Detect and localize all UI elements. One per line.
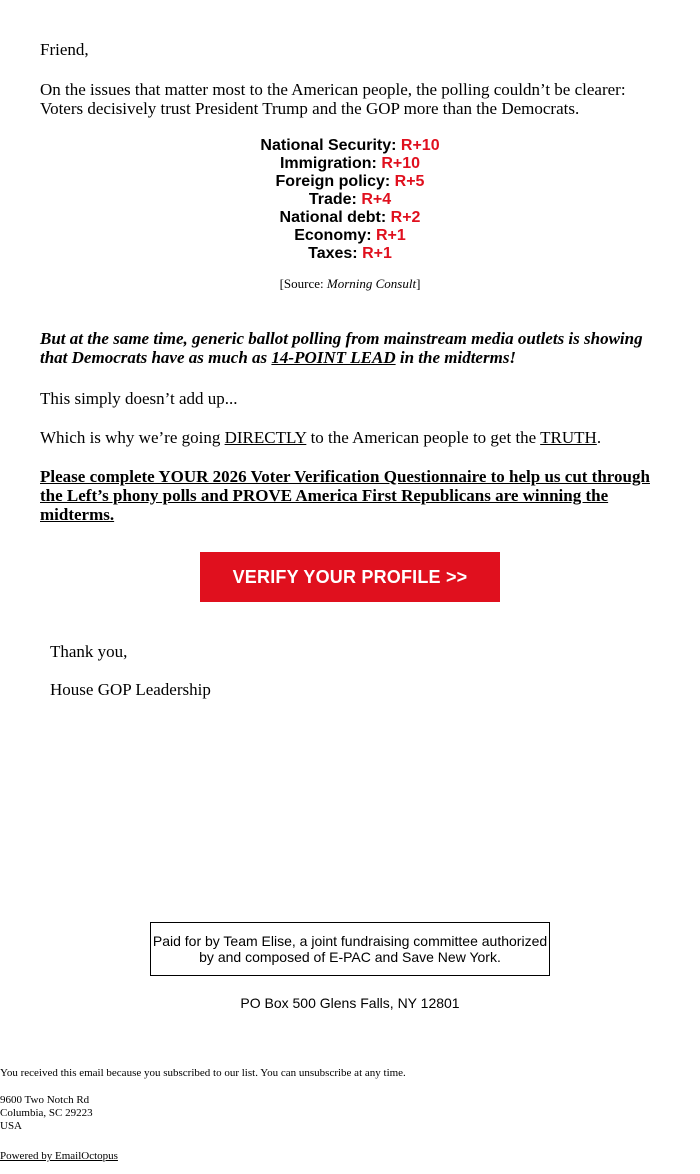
- stat-row: Trade: R+4: [308, 191, 392, 208]
- paid-for-disclaimer: Paid for by Team Elise, a joint fundraising committee authorized by and composed of E-PAC and Save New York.: [150, 922, 550, 976]
- powered-by-link[interactable]: Powered by EmailOctopus: [0, 1150, 118, 1162]
- questionnaire-link[interactable]: Please complete YOUR 2026 Voter Verification Questionnaire to help us cut through the Left’s phony polls and PROVE America First Republicans are winning the midterms.: [40, 467, 650, 524]
- mailing-address: 9600 Two Notch Rd Columbia, SC 29223 USA: [0, 1094, 93, 1132]
- intro-paragraph: On the issues that matter most to the American people, the polling couldn’t be clearer: Voters decisively trust President Trump and the GOP more than the Democrats.: [40, 80, 626, 118]
- source-note: [Source: Morning Consult]: [279, 276, 421, 291]
- doesnt-add-up: This simply doesn’t add up...: [40, 389, 238, 408]
- claim-paragraph: But at the same time, generic ballot polling from mainstream media outlets is showing that Democrats have as much as 14-POINT LEAD in the midterms!: [40, 329, 643, 367]
- thank-you: Thank you,: [50, 642, 128, 661]
- stat-row: National debt: R+2: [279, 209, 421, 226]
- truth-link[interactable]: TRUTH: [540, 428, 597, 447]
- signature: House GOP Leadership: [50, 680, 211, 699]
- stat-row: Foreign policy: R+5: [275, 173, 425, 190]
- stat-row: Economy: R+1: [294, 227, 406, 244]
- stat-row: Taxes: R+1: [308, 245, 392, 262]
- stat-row: Immigration: R+10: [279, 155, 421, 172]
- subscription-notice: You received this email because you subscribed to our list. You can unsubscribe at any time.: [0, 1067, 406, 1079]
- po-box-address: PO Box 500 Glens Falls, NY 12801: [240, 995, 460, 1011]
- poll-stats: [40, 137, 660, 263]
- verify-profile-button[interactable]: VERIFY YOUR PROFILE >>: [200, 552, 500, 602]
- greeting: Friend,: [40, 40, 89, 59]
- directly-link[interactable]: DIRECTLY: [224, 428, 307, 447]
- stat-row: National Security: R+10: [260, 137, 440, 154]
- lead-link[interactable]: 14-POINT LEAD: [271, 348, 396, 367]
- directly-paragraph: Which is why we’re going DIRECTLY to the American people to get the TRUTH.: [40, 428, 602, 447]
